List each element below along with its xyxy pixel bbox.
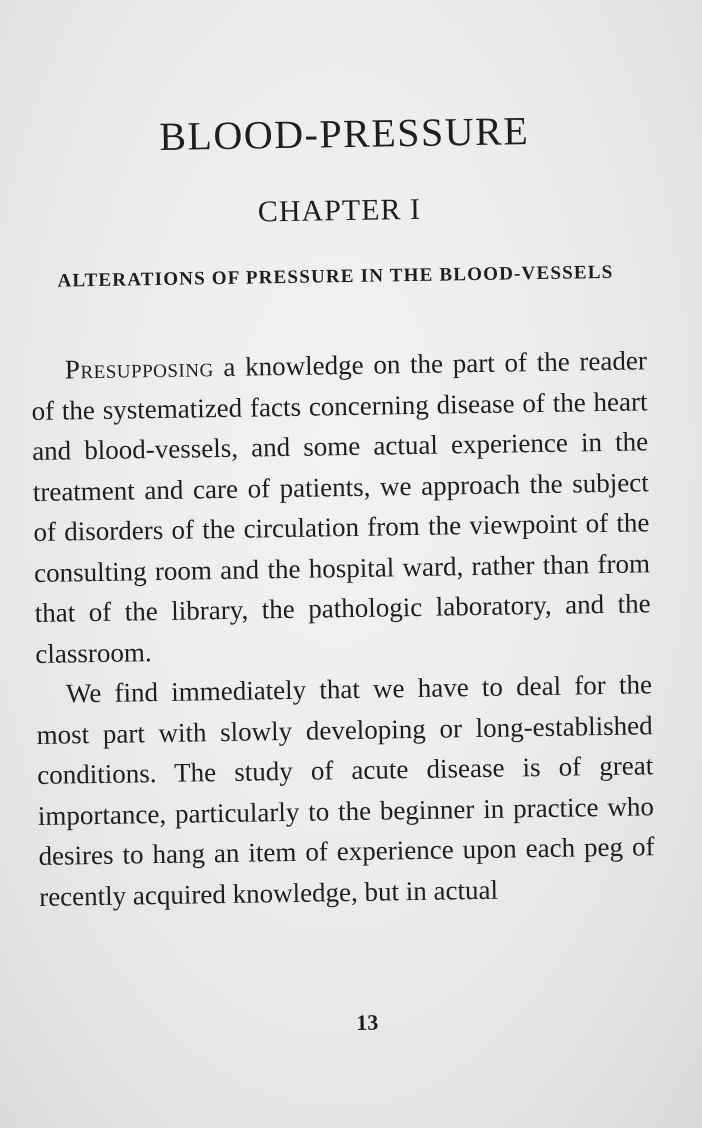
paragraph-1: [31, 340, 652, 674]
chapter-title: CHAPTER I: [257, 192, 422, 229]
paragraph-1-text: a knowledge on the part of the reader of the systematized facts concerning disease of the heart and blood-vessels, and some actual experience in the treatment and care of patients, we approach the subject of disorders of the circulation from the viewpoint of the consulting room and the hospital ward, rather than from that of the library, the pathologic laboratory, and the classroom.: [31, 345, 651, 669]
section-heading: ALTERATIONS OF PRESSURE IN THE BLOOD-VESSELS: [57, 261, 614, 292]
running-title: BLOOD-PRESSURE: [158, 108, 530, 159]
body-text: [31, 340, 656, 917]
paragraph-2: We find immediately that we have to deal for the most part with slowly developing or long-established conditions. The study of acute disease is of great importance, particularly to the beginner in practice who desires to hang an item of experience upon each peg of recently acquired knowledge, but in actual: [36, 669, 655, 912]
page-number: 13: [356, 1009, 379, 1035]
paragraph-lead-in: Presupposing: [64, 352, 214, 385]
